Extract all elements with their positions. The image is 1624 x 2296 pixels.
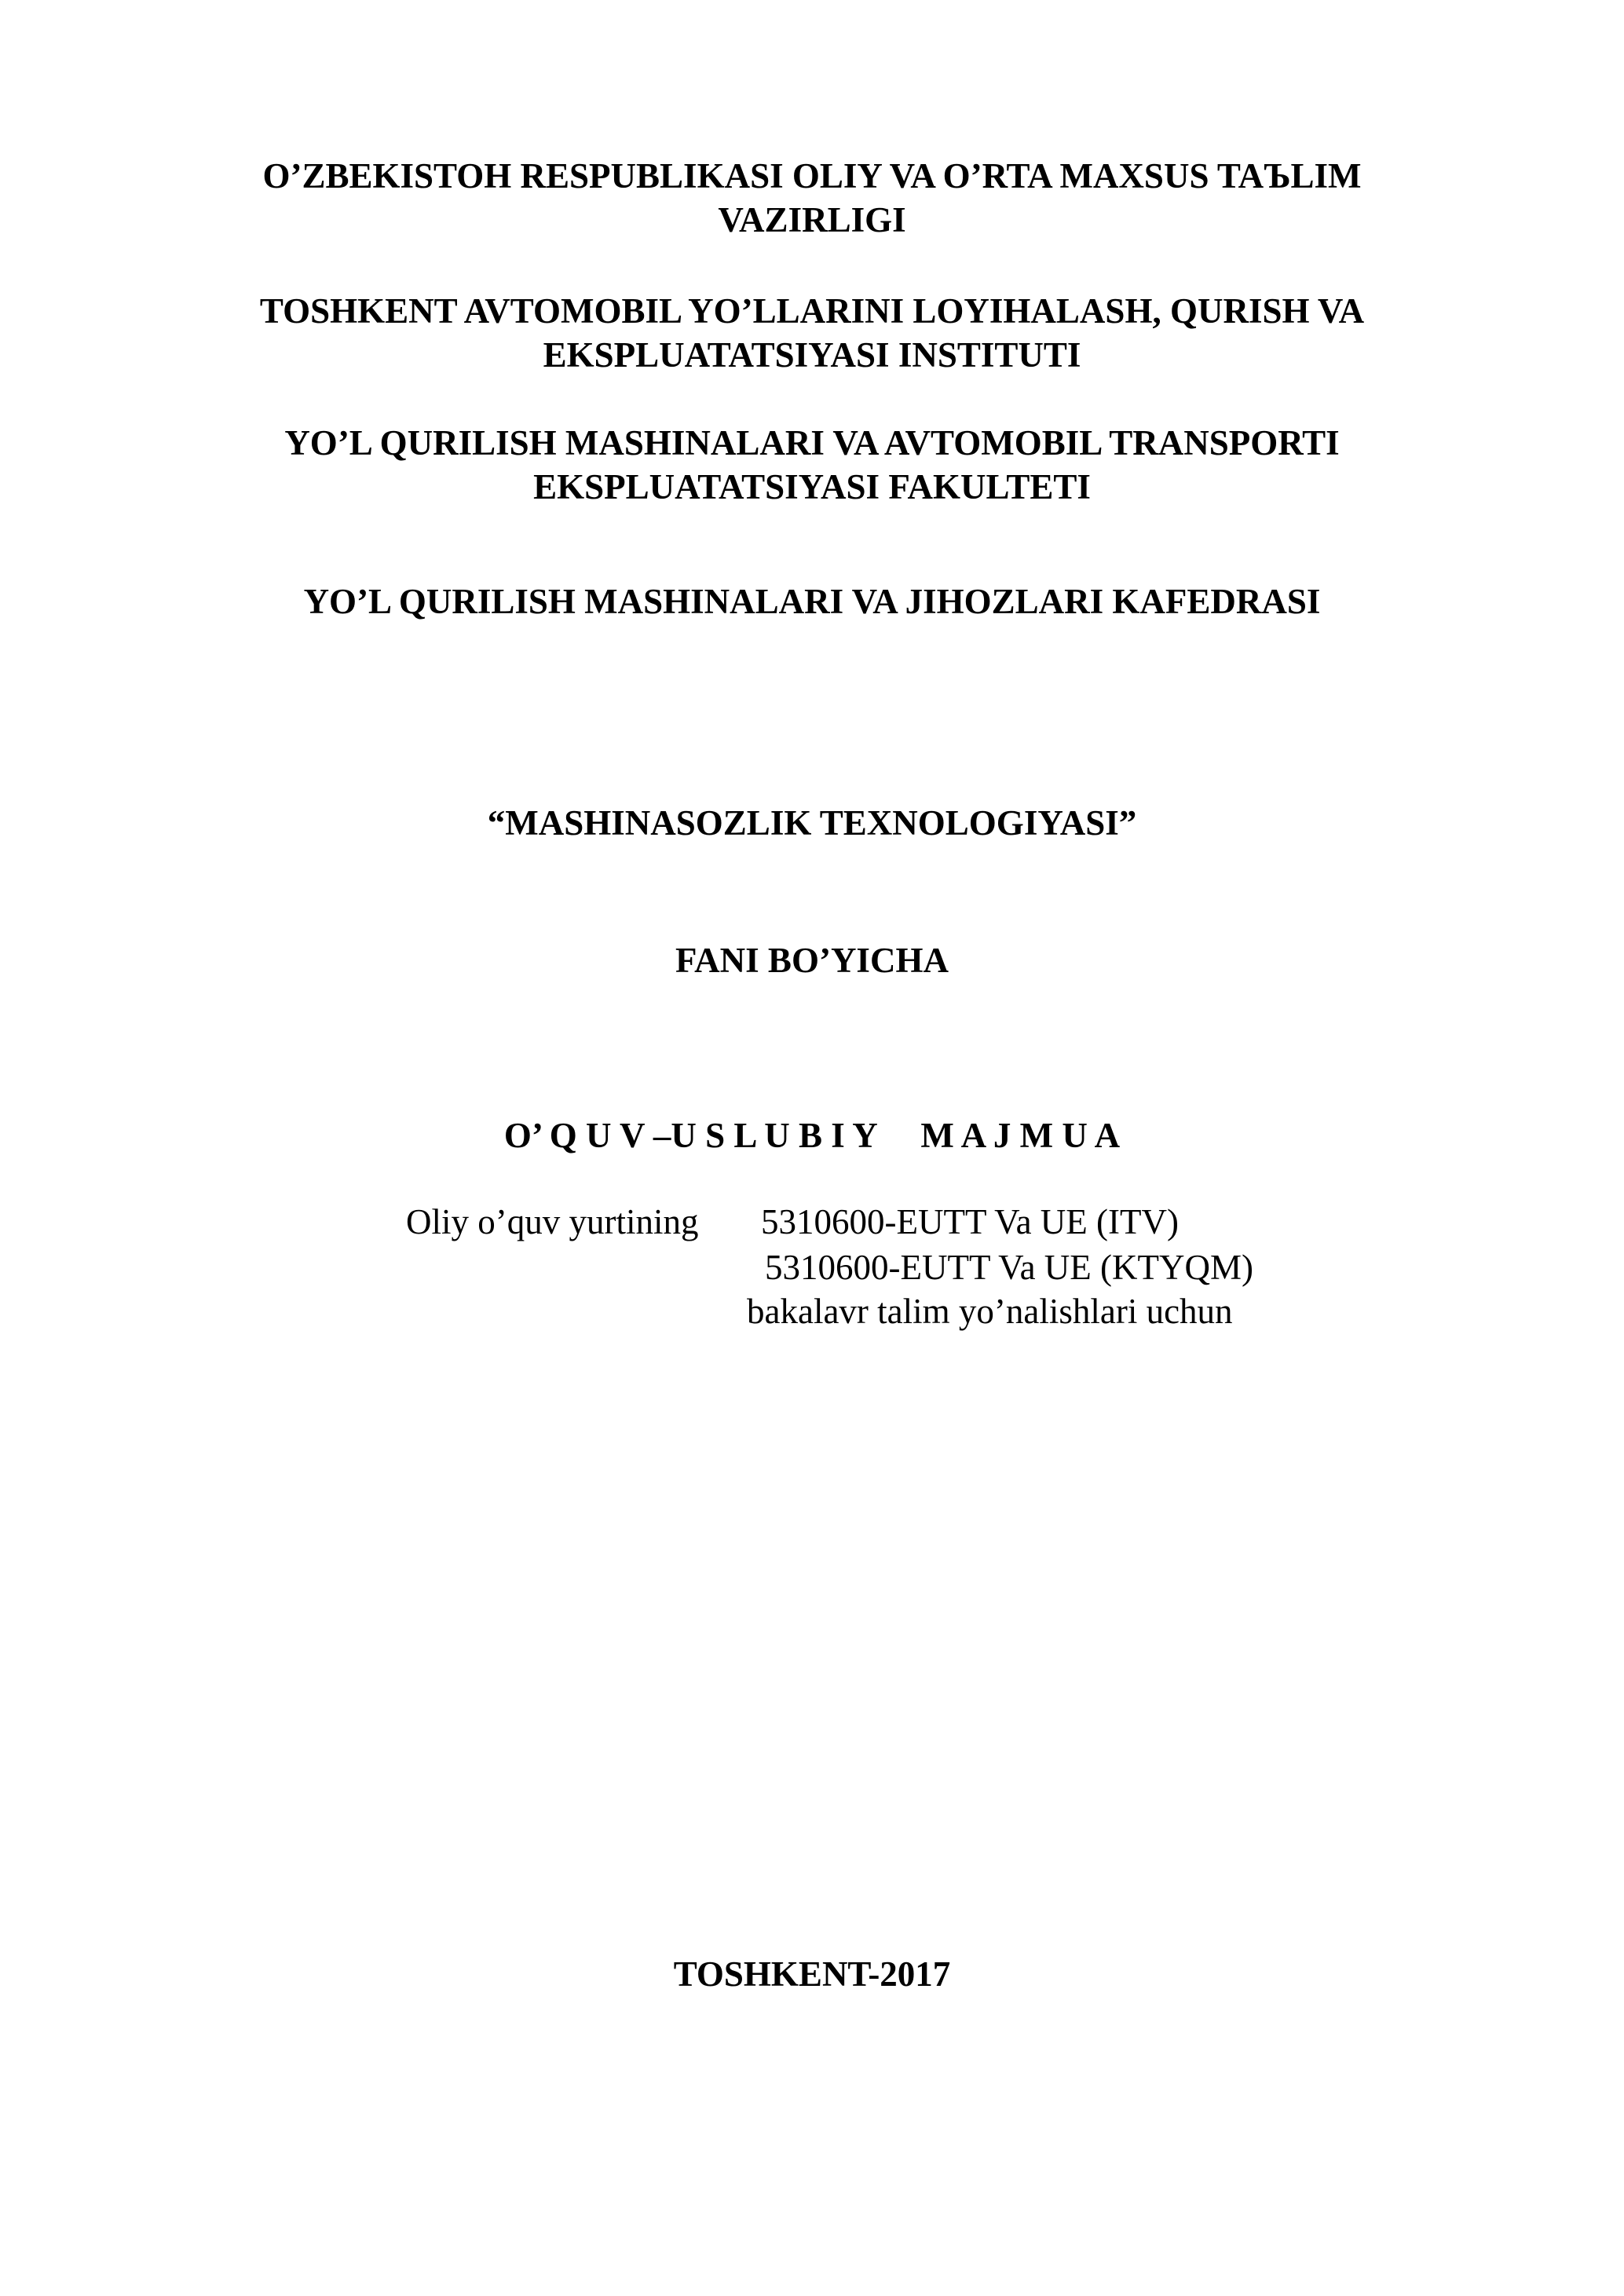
ministry-heading bbox=[184, 154, 1440, 242]
audience-line-itv: 5310600-EUTT Va UE (ITV) bbox=[761, 1202, 1179, 1241]
audience-line-bachelor: bakalavr talim yo’nalishlari uchun bbox=[747, 1292, 1233, 1331]
institute-heading bbox=[184, 289, 1440, 377]
department-heading-line: YO’L QURILISH MASHINALARI VA JIHOZLARI KAFEDRASI bbox=[303, 582, 1321, 621]
institute-heading-line-2: EKSPLUATATSIYASI INSTITUTI bbox=[543, 335, 1081, 375]
subject-caption bbox=[184, 938, 1440, 982]
faculty-heading bbox=[184, 421, 1440, 509]
audience-line-ktyqm: 5310600-EUTT Va UE (KTYQM) bbox=[765, 1248, 1254, 1287]
institute-heading-line-1: TOSHKENT AVTOMOBIL YO’LLARINI LOYIHALASH, QURISH VA bbox=[259, 291, 1365, 331]
department-heading bbox=[184, 579, 1440, 623]
faculty-heading-line-2: EKSPLUATATSIYASI FAKULTETI bbox=[533, 467, 1091, 506]
city-year bbox=[184, 1952, 1440, 1996]
ministry-heading-line-2: VAZIRLIGI bbox=[718, 200, 906, 239]
document-type-text: O’ Q U V –U S L U B I Y M A J M U A bbox=[503, 1116, 1121, 1155]
subject-title bbox=[184, 801, 1440, 845]
audience-label: Oliy o’quv yurtining bbox=[406, 1202, 699, 1241]
subject-caption-text: FANI BO’YICHA bbox=[675, 941, 949, 980]
ministry-heading-line-1: O’ZBEKISTOH RESPUBLIKASI OLIY VA O’RTA MAXSUS TAЪLIM bbox=[262, 156, 1362, 196]
subject-title-text: “MASHINASOZLIK TEXNOLOGIYASI” bbox=[487, 803, 1137, 843]
city-year-text: TOSHKENT-2017 bbox=[673, 1954, 951, 1994]
faculty-heading-line-1: YO’L QURILISH MASHINALARI VA AVTOMOBIL TRANSPORTI bbox=[284, 423, 1340, 462]
